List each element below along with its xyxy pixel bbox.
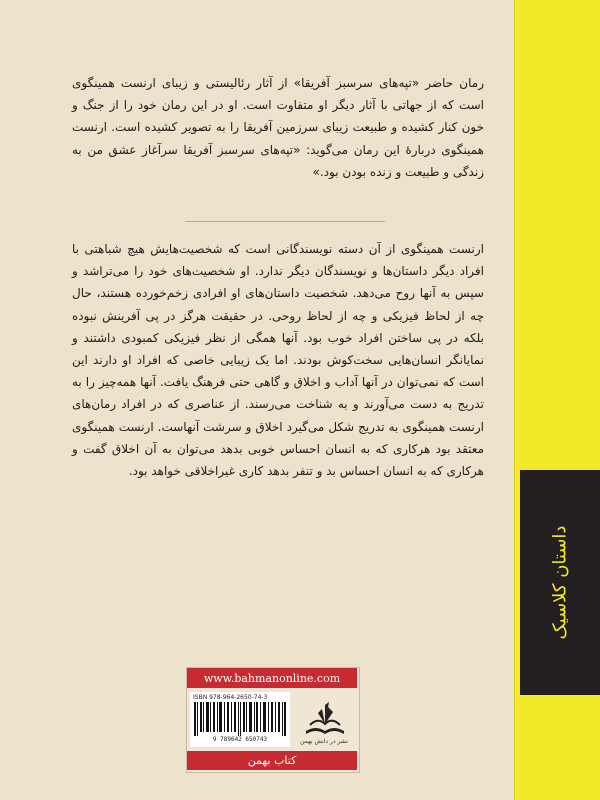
- series-title-text: داستان کلاسیک: [549, 525, 571, 640]
- author-paragraph: ارنست همینگوی از آن دسته نویسندگانی است که شخصیت‌هایش هیچ شباهتی با افراد دیگر داستان‌ها و نویسندگان دیگر ندارد. او شخصیت‌های خود را می‌تراشد و سپس به آنها روح می‌دهد. شخصیت داستان‌های او افرادی زخم‌خورده هستند، حال چه از لحاظ فیزیکی و چه از لحاظ روحی. در حقیقت هرگز در پی آفرینش نبوده بلکه در پی ساختن افراد خوب بود. آنها همگی از نظر فیزیکی کمبودی داشتند و نمایانگر انسان‌هایی سخت‌کوش بودند. اما یک زیبایی خاصی که افراد او دارند این است که نمی‌توان در آنها آداب و اخلاق و گاهی حتی فرهنگ یافت. آنها همه‌چیز را به تدریج به دست می‌آورند و به شناخت می‌رسند. از عناصری که در افراد رمان‌های ارنست همینگوی به تدریج شکل می‌گیرد اخلاق و سرشت آنهاست. ارنست همینگوی معتقد بود هرکاری که به انسان احساس خوبی بدهد می‌توان به آن اخلاق گفت و هرکاری که به انسان احساس بد و تنفر بدهد کاری غیراخلاقی خواهد بود.: [72, 242, 484, 479]
- barcode-block: [190, 692, 290, 747]
- barcode-digits: 9 789642 650743: [212, 736, 268, 743]
- intro-paragraph: رمان حاضر «تپه‌های سرسبز آفریقا» از آثار رئالیستی و زیبای ارنست همینگوی است که از جهاتی با آثار دیگر او متفاوت است. او در این رمان خود را از جنگ و خون کنار کشیده و طبیعت زیبای سرزمین آفریقا را به تصویر کشیده است. ارنست همینگوی دربارهٔ این رمان می‌گوید: «تپه‌های سرسبز آفریقا سرآغاز عشق من به زندگی و طبیعت و زنده بودن بود.»: [72, 76, 484, 179]
- series-title: [520, 470, 600, 695]
- publisher-name: کتاب بهمن: [187, 751, 357, 770]
- publisher-caption: نشر در دانش بهمن: [300, 738, 348, 745]
- barcode-icon: [194, 702, 286, 736]
- isbn-label: ISBN 978-964-2650-74-3: [193, 694, 268, 701]
- website-url: www.bahmanonline.com: [187, 668, 357, 688]
- divider-line: [185, 221, 385, 222]
- publisher-logo-icon: [298, 697, 352, 739]
